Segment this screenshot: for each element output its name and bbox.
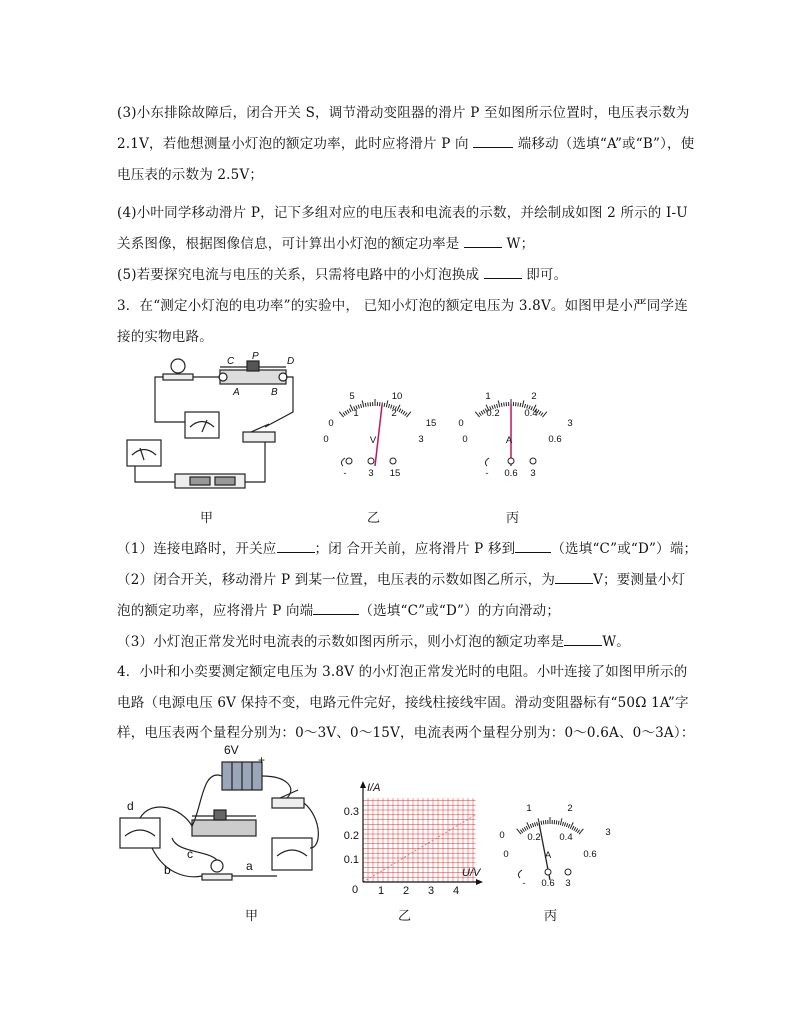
vm-unit: V — [369, 435, 377, 446]
dial-tick — [518, 403, 519, 407]
vm-terminal — [346, 458, 352, 464]
dial-tick — [399, 409, 401, 413]
dial-tick — [483, 410, 485, 413]
vm-terminal — [390, 458, 396, 464]
am-terminal-label: - — [485, 468, 489, 479]
ammeter-body — [272, 838, 312, 870]
origin-label: 0 — [352, 884, 359, 896]
y-tick: 0.3 — [343, 806, 359, 818]
q3-sub3: （3）小灯泡正常发光时电流表的示数如图丙所示，则小灯泡的额定功率是 W。 — [117, 634, 630, 650]
wire-label-b: b — [164, 863, 171, 877]
dial-tick — [501, 403, 502, 407]
am-top-tick: 0 — [458, 418, 464, 429]
q3-voltmeter-dial — [305, 388, 445, 480]
dial-tick — [562, 822, 563, 826]
vm-bottom-tick: 3 — [418, 434, 424, 445]
vm-bottom-tick: 2 — [391, 408, 397, 419]
dial-tick — [568, 824, 570, 828]
dial-tick — [386, 400, 388, 407]
am-top-tick: 1 — [526, 803, 532, 814]
dial-tick — [522, 400, 524, 407]
q2-p5-line1: (5)若要探究电流与电压的关系，只需将电路中的小灯泡换成 即可。 — [117, 267, 568, 283]
vm-terminal — [368, 458, 374, 464]
answer-blank[interactable] — [313, 602, 359, 615]
plus-label: + — [258, 753, 266, 767]
dial-tick — [403, 411, 405, 414]
q3-intro-line2: 接的实物电路。 — [117, 329, 213, 345]
vm-top-tick: 15 — [425, 418, 437, 429]
answer-blank[interactable] — [555, 571, 593, 584]
x-tick: 3 — [427, 885, 435, 897]
y-axis-label: I/A — [367, 782, 381, 794]
answer-blank[interactable] — [564, 633, 602, 646]
dial-tick — [401, 410, 403, 413]
dial-tick — [362, 400, 364, 407]
rheostat — [220, 370, 286, 384]
dial-tick — [504, 402, 505, 406]
dial-tick — [361, 404, 362, 408]
am-top-tick: 3 — [605, 827, 611, 838]
dial-tick — [526, 826, 528, 830]
x-axis-label: U/V — [462, 867, 481, 879]
switch — [243, 432, 275, 442]
dial-tick — [577, 830, 579, 833]
q3-caption-bing: 丙 — [506, 511, 520, 526]
am-top-tick: 1 — [485, 391, 491, 402]
battery-label: 6V — [224, 743, 239, 757]
am-unit: A — [544, 850, 552, 861]
am-top-tick: 3 — [567, 418, 573, 429]
wire-label-a: a — [246, 859, 253, 873]
q4-caption-yi: 乙 — [398, 909, 412, 924]
dial-tick — [541, 413, 543, 416]
label-A: A — [233, 387, 240, 398]
dial-tick — [365, 403, 366, 407]
dial-tick — [532, 823, 533, 827]
dial-tick — [517, 829, 521, 834]
dial-tick — [572, 826, 574, 830]
wire-label-c: c — [187, 847, 193, 861]
q3-caption-jia: 甲 — [200, 511, 214, 526]
q3-circuit-figure — [115, 352, 305, 502]
dial-tick — [541, 821, 542, 825]
vm-top-tick: 5 — [349, 391, 355, 402]
dial-tick — [558, 821, 559, 825]
am-bottom-tick: 0.6 — [548, 434, 562, 445]
q4-line3: 样，电压表两个量程分别为：0～3V、0～15V，电流表两个量程分别为：0～0.6A、0～3A）： — [117, 725, 695, 741]
label-C: C — [227, 356, 235, 367]
am-bottom-tick: 0.2 — [527, 832, 541, 843]
am-terminal-label: 0.6 — [541, 878, 555, 889]
q4-line1: 4．小叶和小奕要测定额定电压为 3.8V 的小灯泡正常发光时的电阻。小叶连接了如图甲所示的 — [117, 664, 688, 680]
dial-tick — [579, 829, 583, 834]
q4-line2: 电路（电源电压 6V 保持不变，电路元件完好，接线柱接线牢固。滑动变阻器标有“50Ω 1A”字 — [117, 695, 689, 711]
q2-p3-line3: 电压表的示数为 2.5V； — [117, 167, 264, 183]
q4-caption-bing: 丙 — [544, 909, 558, 924]
lamp-base — [163, 374, 193, 380]
q4-iu-graph — [338, 778, 488, 898]
label-P: P — [252, 352, 259, 362]
am-terminal — [508, 458, 514, 464]
vm-bottom-tick: 0 — [323, 434, 329, 445]
dial-tick — [479, 412, 481, 415]
y-tick: 0.2 — [343, 830, 359, 842]
x-tick: 2 — [402, 885, 410, 897]
q4-ammeter-dial — [484, 800, 624, 892]
q2-p4-line1: (4)小叶同学移动滑片 P，记下多组对应的电压表和电流表的示数，并绘制成如图 2 所示的 I-U — [117, 205, 688, 221]
dial-tick — [481, 411, 483, 414]
am-top-tick: 0 — [499, 830, 505, 841]
answer-blank[interactable] — [464, 235, 502, 248]
voltmeter-body — [185, 412, 219, 438]
vm-top-tick: 10 — [391, 391, 403, 402]
answer-blank[interactable] — [515, 540, 551, 553]
q2-p3-line2: 2.1V，若他想测量小灯泡的额定功率，此时应将滑片 P 向 端移动（选填“A”或“B”），使 — [117, 136, 695, 152]
dial-tick — [368, 402, 369, 406]
dial-tick — [560, 818, 562, 825]
rheostat — [192, 820, 256, 836]
vm-top-tick: 0 — [328, 418, 334, 429]
dial-tick — [574, 827, 576, 830]
q3-ammeter-dial — [443, 388, 583, 480]
am-terminal-label: 3 — [565, 878, 571, 889]
am-terminal — [565, 869, 571, 875]
bulb-icon — [171, 359, 185, 373]
dial-tick — [498, 400, 500, 407]
dial-tick — [520, 830, 522, 833]
y-axis-arrow — [360, 781, 366, 788]
dial-tick — [405, 413, 407, 416]
ammeter-body — [127, 440, 161, 466]
vm-terminal-label: 15 — [389, 468, 401, 479]
dial-tick — [543, 820, 544, 824]
bulb-icon — [211, 860, 223, 872]
q4-circuit-figure — [112, 738, 327, 898]
q2-p3-line1: (3)小东排除故障后，闭合开关 S，调节滑动变阻器的滑片 P 至如图所示位置时，电压表示数为 — [117, 105, 690, 121]
am-bottom-tick: 0 — [503, 849, 509, 860]
answer-blank[interactable] — [277, 540, 315, 553]
dial-tick — [339, 412, 343, 417]
dial-tick — [349, 409, 351, 413]
label-D: D — [287, 356, 295, 367]
am-unit: A — [505, 435, 513, 446]
q4-caption-jia: 甲 — [245, 909, 259, 924]
am-bottom-tick: 0.2 — [486, 408, 500, 419]
wire-label-d: d — [127, 799, 134, 813]
am-terminal — [530, 458, 536, 464]
dial-tick — [388, 404, 389, 408]
vm-terminal-label: 3 — [368, 468, 374, 479]
dial-tick — [522, 828, 524, 831]
am-terminal-label: 3 — [530, 468, 536, 479]
am-top-tick: 2 — [531, 391, 537, 402]
am-bottom-tick: 0 — [462, 434, 468, 445]
dial-tick — [556, 820, 557, 824]
dial-tick — [539, 411, 541, 414]
dial-tick — [564, 823, 565, 827]
am-terminal — [545, 869, 551, 875]
switch — [272, 798, 304, 808]
am-bottom-tick: 0.6 — [583, 849, 597, 860]
vm-terminal-label: - — [343, 468, 347, 479]
am-terminal-label: - — [522, 878, 526, 889]
dial-tick — [406, 412, 410, 417]
am-bottom-tick: 0.4 — [524, 408, 538, 419]
q3-sub2-line2: 泡的额定功率，应将滑片 P 向端 （选填“C”或“D”）的方向滑动； — [117, 603, 561, 619]
x-tick: 4 — [452, 885, 460, 897]
dial-tick — [530, 824, 532, 828]
answer-blank[interactable] — [473, 135, 513, 148]
voltmeter-body — [120, 818, 160, 848]
dial-tick — [347, 410, 349, 413]
q3-sub2-line1: （2）闭合开关，移动滑片 P 到某一位置，电压表的示数如图乙所示，为 V；要测量小灯 — [117, 572, 686, 588]
am-bottom-tick: 0.4 — [559, 832, 573, 843]
dial-tick — [537, 822, 538, 826]
am-terminal-label: 0.6 — [504, 468, 518, 479]
q3-caption-yi: 乙 — [367, 511, 381, 526]
x-tick: 1 — [377, 885, 385, 897]
dial-tick — [345, 411, 347, 414]
dial-tick — [384, 403, 385, 407]
dial-tick — [566, 823, 567, 827]
q2-p4-line2: 关系图像，根据图像信息，可计算出小灯泡的额定功率是 W； — [117, 236, 535, 252]
q3-sub1: （1）连接电路时，开关应 ；闭 合开关前，应将滑片 P 移到 （选填“C”或“D”）端； — [117, 541, 698, 557]
dial-tick — [542, 412, 546, 417]
dial-tick — [534, 822, 535, 826]
am-top-tick: 2 — [567, 803, 573, 814]
q3-intro-line1: 3．在“测定小灯泡的电功率”的实验中， 已知小灯泡的额定电压为 3.8V。如图甲是小严同学连 — [117, 298, 688, 314]
answer-blank[interactable] — [484, 266, 522, 279]
dial-tick — [524, 827, 526, 830]
dial-tick — [475, 412, 479, 417]
label-B: B — [271, 387, 278, 398]
vm-bottom-tick: 1 — [353, 408, 359, 419]
y-tick: 0.1 — [343, 854, 359, 866]
dial-tick — [343, 412, 345, 415]
x-axis-arrow — [476, 879, 483, 885]
dial-tick — [576, 828, 578, 831]
dial-tick — [520, 403, 521, 407]
